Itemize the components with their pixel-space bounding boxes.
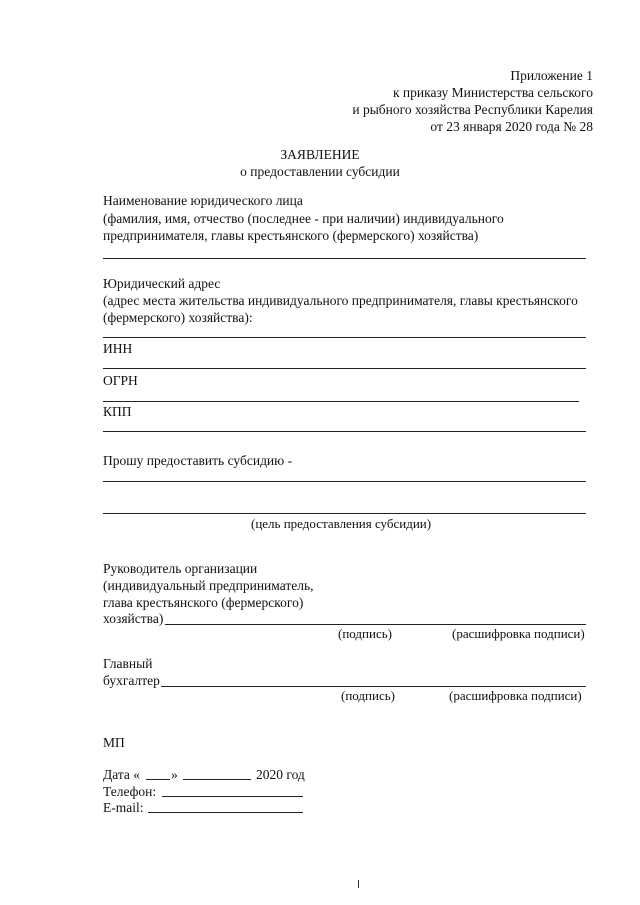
accountant-signature-line[interactable] [161,686,586,687]
title-sub: о предоставлении субсидии [240,164,400,179]
document-title [0,146,640,180]
appendix-header [352,67,593,135]
title-main: ЗАЯВЛЕНИЕ [280,147,360,162]
accountant-label-1: Главный [103,656,153,671]
phone-label: Телефон: [103,784,157,799]
accountant-signature-caption: (подпись) [341,688,395,703]
kpp-label: КПП [103,404,132,419]
date-day-field[interactable] [146,779,170,780]
accountant-decode-caption: (расшифровка подписи) [449,688,582,703]
head-signature-line[interactable] [165,624,586,625]
ogrn-label: ОГРН [103,373,138,388]
email-field[interactable] [148,812,303,813]
date-prefix: Дата « [103,767,141,782]
org-name-hint-1: (фамилия, имя, отчество (последнее - при наличии) индивидуального [103,211,504,226]
subsidy-request-label: Прошу предоставить субсидию - [103,453,293,468]
order-reference-line1: к приказу Министерства сельского [392,85,593,100]
address-label: Юридический адрес [103,276,221,291]
email-label: E-mail: [103,800,144,815]
head-label-3: глава крестьянского (фермерского) [103,595,304,610]
subsidy-request-line-2[interactable] [103,513,586,514]
head-label-2: (индивидуальный предприниматель, [103,578,314,593]
head-signature-caption: (подпись) [338,626,392,641]
head-label-4: хозяйства) [103,611,164,626]
order-reference-line2: и рыбного хозяйства Республики Карелия [352,102,593,117]
kpp-field-line[interactable] [103,431,586,432]
date-year: 2020 год [256,767,305,782]
subsidy-request-line-1[interactable] [103,481,586,482]
appendix-number: Приложение 1 [510,68,593,83]
stamp-placeholder: МП [103,735,125,750]
address-hint-1: (адрес места жительства индивидуального предпринимателя, главы крестьянского [103,293,578,308]
date-month-field[interactable] [183,779,251,780]
ogrn-field-line[interactable] [103,401,579,402]
inn-label: ИНН [103,341,133,356]
date-quote-close: » [171,767,178,782]
inn-field-line[interactable] [103,368,586,369]
address-field-line[interactable] [103,337,586,338]
address-hint-2: (фермерского) хозяйства): [103,310,253,325]
accountant-label-2: бухгалтер [103,673,160,688]
subsidy-purpose-caption: (цель предоставления субсидии) [251,516,432,531]
page-mark [358,880,359,888]
org-name-label: Наименование юридического лица [103,193,303,208]
org-name-field-line[interactable] [103,258,586,259]
order-date-number: от 23 января 2020 года № 28 [430,119,593,134]
head-label-1: Руководитель организации [103,561,258,576]
phone-field[interactable] [162,796,303,797]
org-name-hint-2: предпринимателя, главы крестьянского (фермерского) хозяйства) [103,228,479,243]
head-decode-caption: (расшифровка подписи) [452,626,585,641]
